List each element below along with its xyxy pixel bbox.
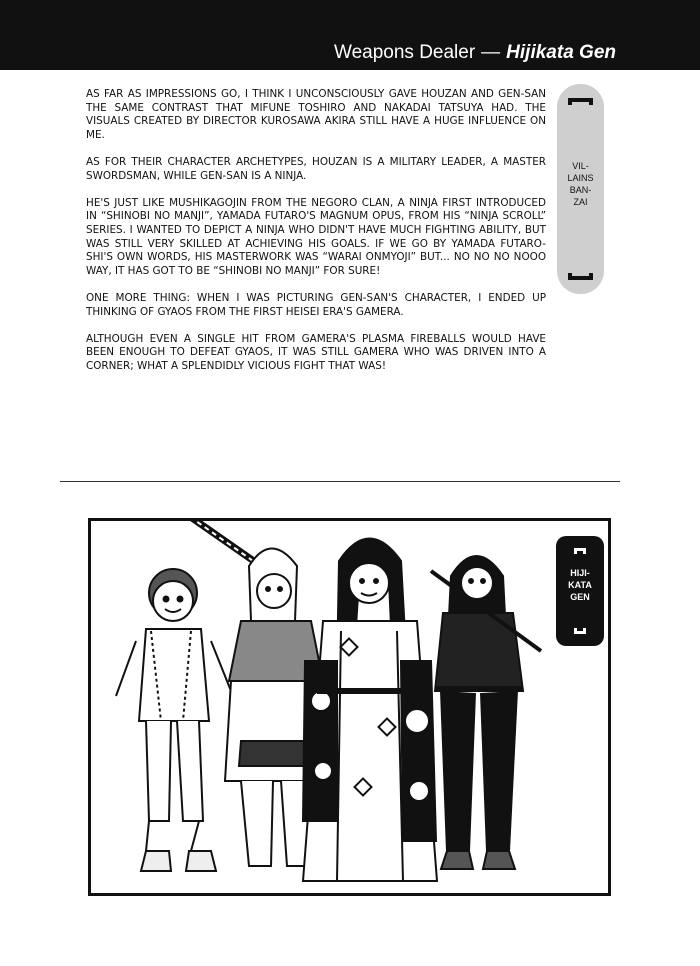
villains-banzai-tab (557, 84, 604, 294)
paragraph-4: ONE MORE THING: WHEN I WAS PICTURING GEN-SAN'S CHARACTER, I ENDED UP THINKING OF GYAOS FROM THE FIRST HEISEI ERA'S GAMERA. (86, 291, 546, 318)
sword-icon (146, 521, 261, 566)
title-dash: — (481, 42, 501, 63)
bracket-bottom-icon (568, 273, 593, 280)
title-name: Hijikata Gen (506, 42, 616, 63)
article-body (86, 88, 546, 387)
paragraph-3: HE'S JUST LIKE MUSHIKAGOJIN FROM THE NEGORO CLAN, A NINJA FIRST INTRODUCED IN “SHINOBI NO MANJI”, YAMADA FUTARO'S MAGNUM OPUS, FROM HIS “NINJA SCROLL” SERIES. I WANTED TO DEPICT A NINJA WHO DIDN'T HAVE MUCH FIGHTING ABILITY, BUT WAS STILL VERY SKILLED AT ACHIEVING HIS GOALS. IF WE GO BY YAMADA FUTARO-SHI'S OWN WORDS, HIS MASTERWORK WAS “WARAI ONMYOJI” BUT... NO NO NO NOOO WAY, IT HAS GOT TO BE “SHINOBI NO MANJI” FOR SURE! (86, 196, 546, 277)
character-hijikata-gen-icon (303, 539, 437, 882)
page-title (334, 42, 616, 64)
characters-drawing (91, 521, 608, 893)
gen-tag-label: HIJI- KATA GEN (568, 568, 592, 602)
paragraph-2: AS FOR THEIR CHARACTER ARCHETYPES, HOUZAN IS A MILITARY LEADER, A MASTER SWORDSMAN, WHILE GEN-SAN IS A NINJA. (86, 155, 546, 182)
section-divider (60, 481, 620, 482)
tag-bracket-top-icon (574, 548, 586, 554)
paragraph-1: AS FAR AS IMPRESSIONS GO, I THINK I UNCONSCIOUSLY GAVE HOUZAN AND GEN-SAN THE SAME CONTRAST THAT MIFUNE TOSHIRO AND NAKADAI TATSUYA HAD. THE VISUALS CREATED BY DIRECTOR KUROSAWA AKIRA STILL HAVE A HUGE INFLUENCE ON ME. (86, 88, 546, 141)
title-prefix: Weapons Dealer (333, 42, 476, 63)
hijikata-gen-tag (556, 536, 604, 646)
page-header (0, 0, 700, 70)
bracket-top-icon (568, 98, 593, 105)
character-ninja-icon (431, 556, 541, 869)
tag-bracket-bottom-icon (574, 628, 586, 634)
paragraph-5: ALTHOUGH EVEN A SINGLE HIT FROM GAMERA'S PLASMA FIREBALLS WOULD HAVE BEEN ENOUGH TO DEFEAT GYAOS, IT WAS STILL GAMERA WHO WAS DRIVEN INTO A CORNER; WHAT A SPLENDIDLY VICIOUS FIGHT THAT WAS! (86, 332, 546, 372)
side-tab-label: VIL- LAINS BAN- ZAI (567, 161, 594, 207)
character-girl-icon (116, 569, 231, 871)
character-illustration (88, 518, 611, 896)
